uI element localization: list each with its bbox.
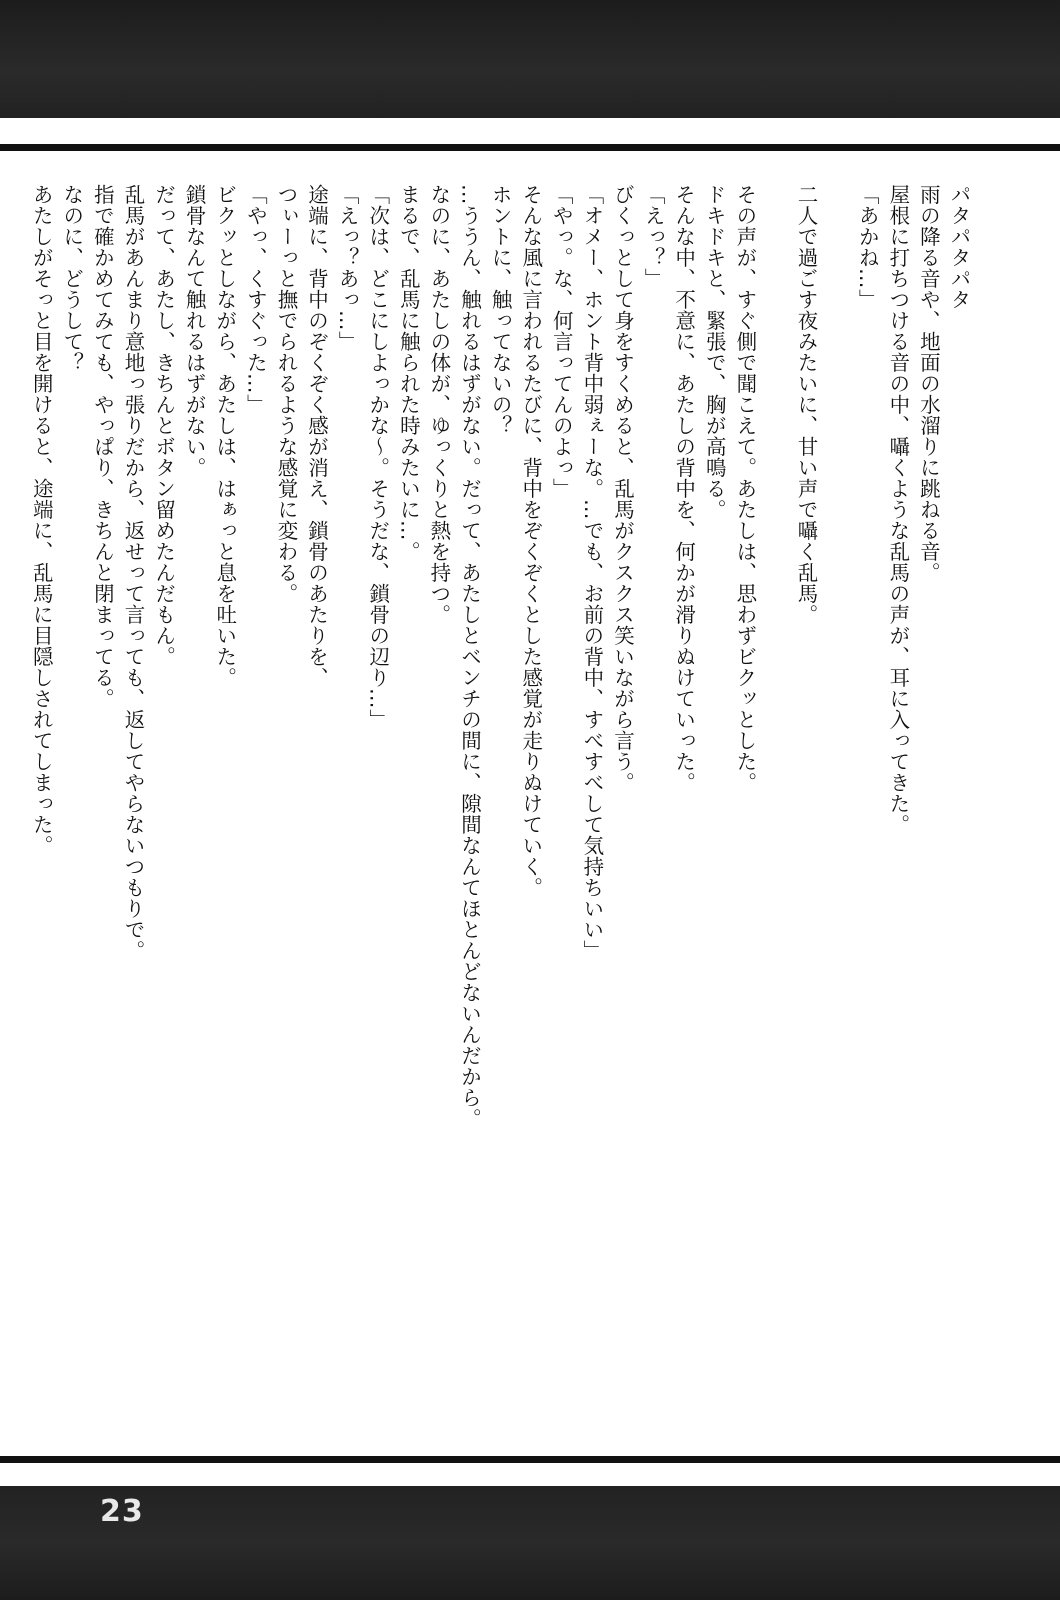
text-line: 「えっ？あっ…」 xyxy=(335,184,360,352)
text-line: ホントに、触ってないの？ xyxy=(488,184,513,436)
text-line: ドキドキと、緊張で、胸が高鳴る。 xyxy=(702,184,727,520)
text-line: そんな中、不意に、あたしの背中を、何かが滑りぬけていった。 xyxy=(671,184,696,793)
text-line: まるで、乱馬に触られた時みたいに…。 xyxy=(396,184,421,562)
text-line: その声が、すぐ側で聞こえて。あたしは、思わずビクッとした。 xyxy=(732,184,757,793)
text-line: 「えっ？」 xyxy=(641,184,666,289)
bottom-rule-line xyxy=(0,1456,1060,1463)
text-line: つぃーっと撫でられるような感覚に変わる。 xyxy=(273,184,298,604)
bottom-dark-band xyxy=(0,1486,1060,1600)
text-line: 乱馬があんまり意地っ張りだから、返せって言っても、返してやらないつもりで。 xyxy=(120,184,145,961)
text-line: 二人で過ごす夜みたいに、甘い声で囁く乱馬。 xyxy=(794,184,819,625)
vertical-text-body xyxy=(29,184,974,1294)
top-rule-line xyxy=(0,144,1060,151)
text-line: 「次は、どこにしよっかな～。そうだな、鎖骨の辺り…」 xyxy=(365,184,390,730)
page-number: 23 xyxy=(100,1494,144,1529)
text-line: そんな風に言われるたびに、背中をぞくぞくとした感覚が走りぬけていく。 xyxy=(518,184,543,898)
text-line: ビクッとしながら、あたしは、はぁっと息を吐いた。 xyxy=(212,184,237,688)
text-line: だって、あたし、きちんとボタン留めたんだもん。 xyxy=(151,184,176,667)
text-line: 「やっ。な、何言ってんのよっ」 xyxy=(549,184,574,499)
text-line: 屋根に打ちつける音の中、囁くような乱馬の声が、耳に入ってきた。 xyxy=(885,184,910,835)
text-line: びくっとして身をすくめると、乱馬がクスクス笑いながら言う。 xyxy=(610,184,635,793)
text-line: 「やっ、くすぐった…」 xyxy=(243,184,268,415)
text-line: 途端に、背中のぞくぞく感が消え、鎖骨のあたりを、 xyxy=(304,184,329,688)
text-line: なのに、あたしの体が、ゆっくりと熱を持つ。 xyxy=(426,184,451,625)
text-line: なのに、どうして？ xyxy=(59,184,84,373)
text-line: 「オメー、ホント背中弱ぇーな。…でも、お前の背中、すべすべして気持ちいい」 xyxy=(579,184,604,961)
text-line: 雨の降る音や、地面の水溜りに跳ねる音。 xyxy=(916,184,941,583)
top-dark-band xyxy=(0,0,1060,118)
text-line: 「あかね…」 xyxy=(855,184,880,310)
text-line: 指で確かめてみても、やっぱり、きちんと閉まってる。 xyxy=(90,184,115,709)
text-line: 鎖骨なんて触れるはずがない。 xyxy=(182,184,207,478)
text-line: あたしがそっと目を開けると、途端に、乱馬に目隠しされてしまった。 xyxy=(29,184,54,856)
text-line: パタパタパタ xyxy=(947,184,971,310)
text-line: …ううん、触れるはずがない。だって、あたしとベンチの間に、隙間なんてほとんどないんだから。 xyxy=(457,184,482,1129)
